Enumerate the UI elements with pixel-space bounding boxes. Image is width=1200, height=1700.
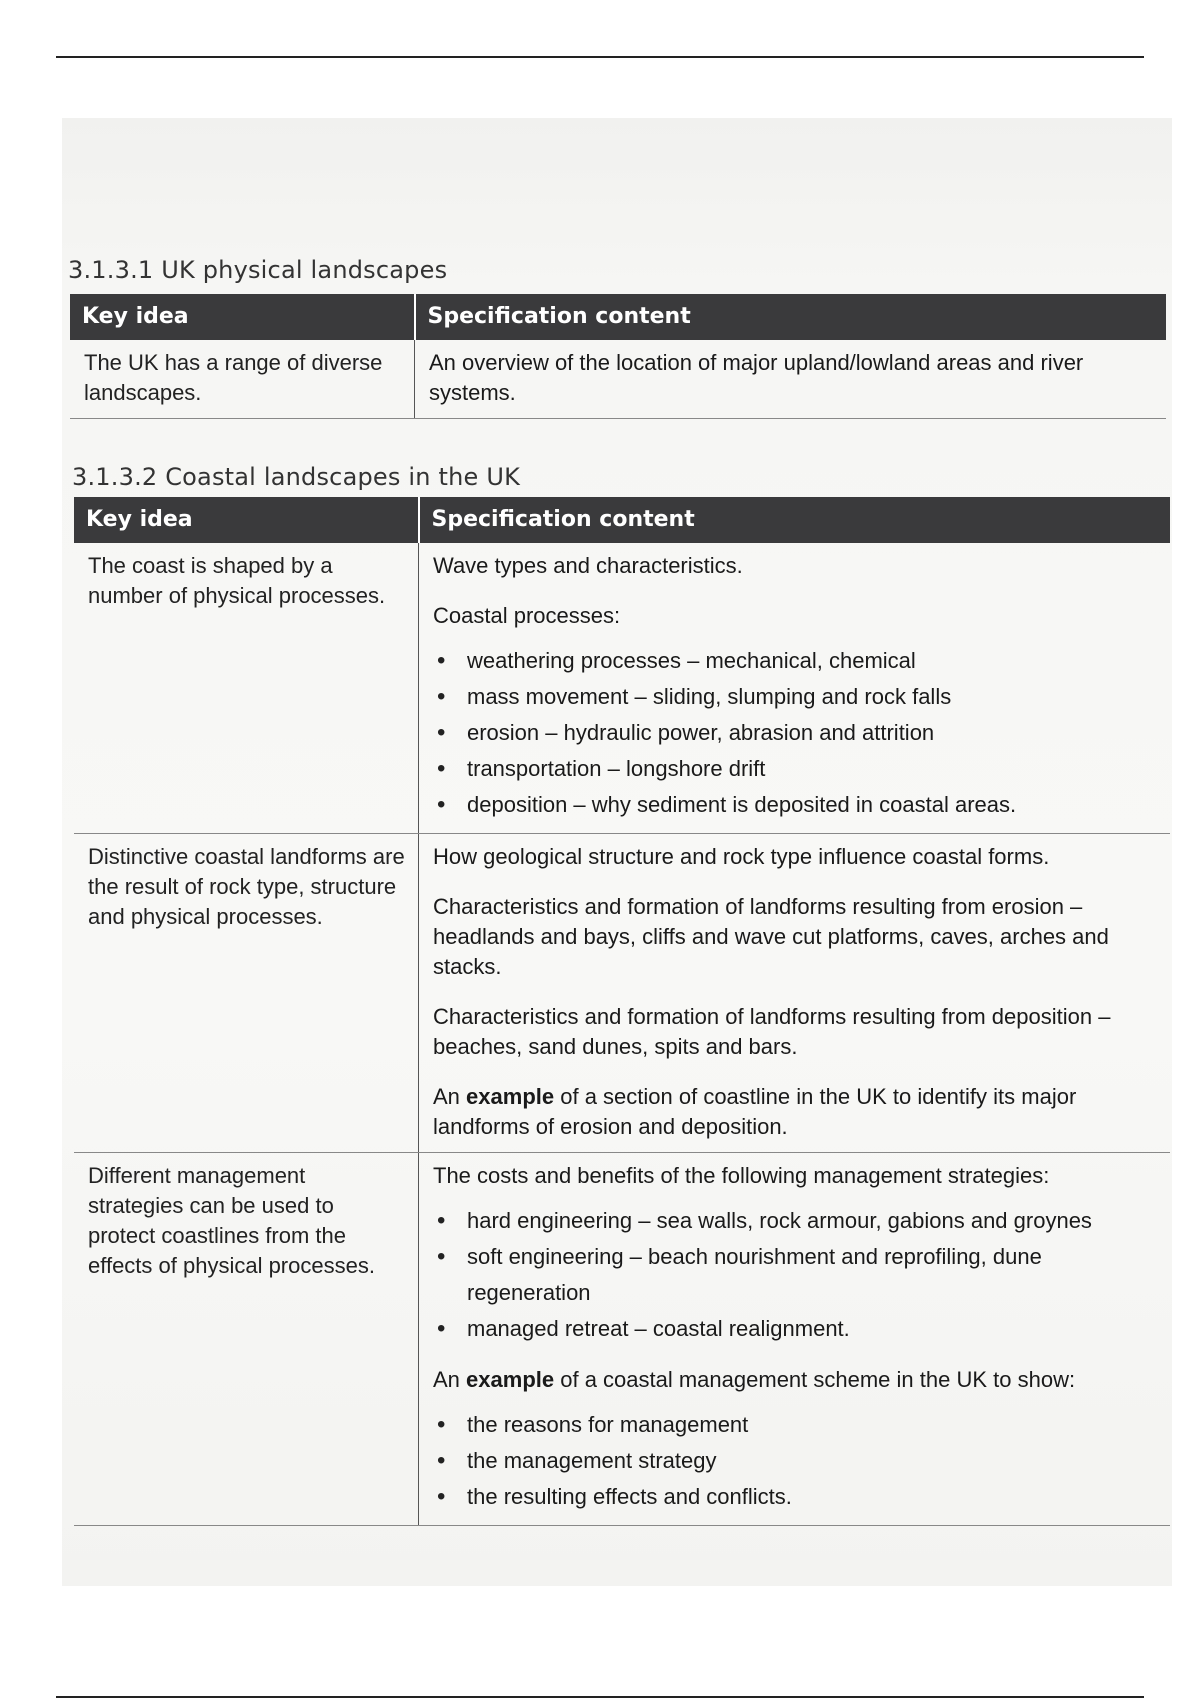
key-idea-header: Key idea [74, 497, 419, 543]
list-item: • soft engineering – beach nourishment and reprofiling, dune regeneration [467, 1239, 1158, 1311]
example-rest: of a section of coastline in the UK to identify its major landforms of erosion and deposition. [433, 1084, 1077, 1139]
list-item: • managed retreat – coastal realignment. [467, 1311, 1158, 1347]
strategies-list [433, 1203, 1158, 1347]
specification-cell [419, 1153, 1171, 1526]
list-item: • the resulting effects and conflicts. [467, 1479, 1158, 1515]
wave-types-text: Wave types and characteristics. [433, 553, 743, 578]
table-row [74, 1153, 1170, 1526]
list-item: • erosion – hydraulic power, abrasion and attrition [467, 715, 1158, 751]
example-prefix: An [433, 1084, 460, 1109]
erosion-landforms-text: Characteristics and formation of landforms resulting from erosion – headlands and bays, cliffs and wave cut platforms, caves, arches and stacks. [433, 894, 1109, 979]
section-title-coastal-landscapes: 3.1.3.2 Coastal landscapes in the UK [72, 463, 521, 491]
geology-text: How geological structure and rock type influence coastal forms. [433, 844, 1050, 869]
coastal-processes-intro: Coastal processes: [433, 603, 621, 628]
example-prefix: An [433, 1367, 460, 1392]
deposition-landforms-text: Characteristics and formation of landforms resulting from deposition – beaches, sand dunes, spits and bars. [433, 1004, 1111, 1059]
coastal-landscapes-table [74, 497, 1170, 1526]
section-title-uk-physical-landscapes: 3.1.3.1 UK physical landscapes [68, 256, 448, 284]
coastal-processes-list [433, 643, 1158, 823]
key-idea-header: Key idea [70, 294, 415, 340]
list-item: • transportation – longshore drift [467, 751, 1158, 787]
key-idea-cell: The UK has a range of diverse landscapes. [70, 340, 415, 419]
specification-header: Specification content [415, 294, 1167, 340]
page-top-rule [56, 56, 1144, 58]
example-bold: example [466, 1367, 555, 1392]
uk-physical-landscapes-table [70, 294, 1166, 419]
specification-cell [419, 543, 1171, 834]
specification-cell [419, 834, 1171, 1153]
list-item: • the management strategy [467, 1443, 1158, 1479]
table-header-row [74, 497, 1170, 543]
key-idea-cell: Different management strategies can be used to protect coastlines from the effects of physical processes. [74, 1153, 419, 1526]
list-item: • deposition – why sediment is deposited in coastal areas. [467, 787, 1158, 823]
table-row [74, 834, 1170, 1153]
example-bold: example [466, 1084, 555, 1109]
table-row [70, 340, 1166, 419]
key-idea-cell: Distinctive coastal landforms are the result of rock type, structure and physical processes. [74, 834, 419, 1153]
table-header-row [70, 294, 1166, 340]
page-bottom-rule [56, 1696, 1144, 1698]
key-idea-cell: The coast is shaped by a number of physical processes. [74, 543, 419, 834]
example-rest: of a coastal management scheme in the UK to show: [560, 1367, 1076, 1392]
specification-cell: An overview of the location of major upland/lowland areas and river systems. [415, 340, 1167, 419]
list-item: • weathering processes – mechanical, chemical [467, 643, 1158, 679]
specification-header: Specification content [419, 497, 1171, 543]
table-row [74, 543, 1170, 834]
example-points-list [433, 1407, 1158, 1515]
list-item: • mass movement – sliding, slumping and rock falls [467, 679, 1158, 715]
strategies-intro: The costs and benefits of the following management strategies: [433, 1163, 1050, 1188]
management-example-text [433, 1365, 1158, 1395]
list-item: • the reasons for management [467, 1407, 1158, 1443]
list-item: • hard engineering – sea walls, rock armour, gabions and groynes [467, 1203, 1158, 1239]
coastline-example-text [433, 1082, 1158, 1142]
